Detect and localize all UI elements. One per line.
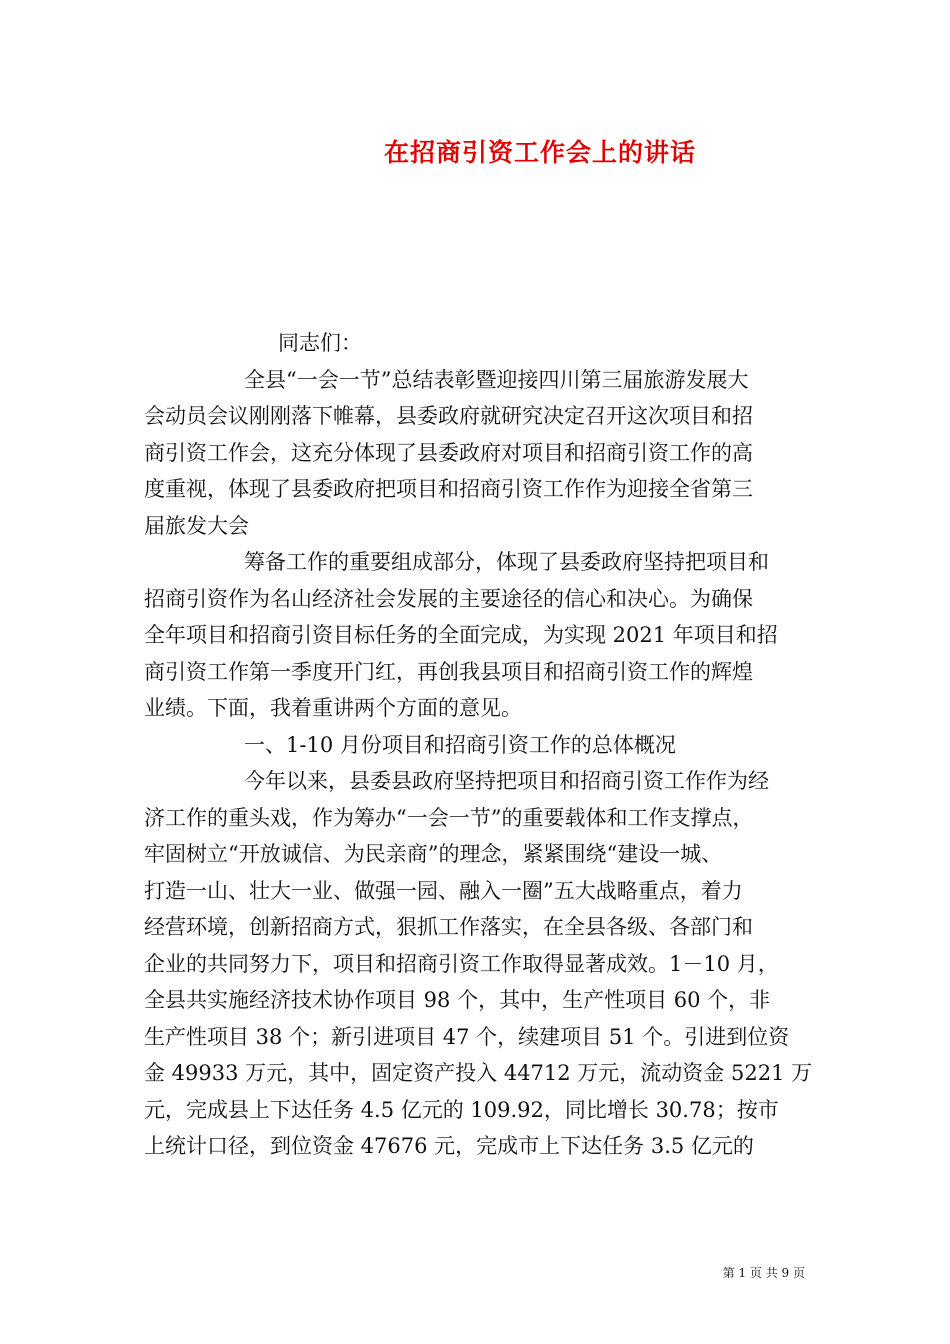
body-line: 招商引资作为名山经济社会发展的主要途径的信心和决心。为确保 (144, 586, 753, 611)
body-line: 筹备工作的重要组成部分，体现了县委政府坚持把项目和 (244, 550, 769, 574)
greeting-block (144, 325, 814, 362)
body-paragraphs (144, 362, 814, 1165)
body-line: 会动员会议刚刚落下帷幕，县委政府就研究决定召开这次项目和招 (144, 404, 753, 428)
body-line: 度重视，体现了县委政府把项目和招商引资工作作为迎接全省第三 (144, 477, 753, 501)
body-line: 元，完成县上下达任务 4.5 亿元的 109.92，同比增长 30.78；按市 (144, 1097, 779, 1122)
body-line: 商引资工作会，这充分体现了县委政府对项目和招商引资工作的高 (144, 440, 753, 465)
body-line: 企业的共同努力下，项目和招商引资工作取得显著成效。1－10 月， (144, 951, 779, 976)
body-line: 全县共实施经济技术协作项目 98 个，其中，生产性项目 60 个，非 (144, 988, 771, 1012)
page-footer: 第 1 页 共 9 页 (722, 1266, 805, 1280)
greeting-line: 同志们： (278, 331, 362, 355)
body-line: 今年以来，县委县政府坚持把项目和招商引资工作作为经 (244, 769, 769, 793)
body-line: 经营环境，创新招商方式，狠抓工作落实，在全县各级、各部门和 (144, 915, 753, 939)
body-line: 上统计口径，到位资金 47676 元，完成市上下达任务 3.5 亿元的 (144, 1134, 754, 1158)
body-line: 届旅发大会 (144, 513, 249, 538)
body-line: 打造一山、壮大一业、做强一园、融入一圈”五大战略重点，着力 (144, 878, 743, 903)
body-line: 业绩。下面，我着重讲两个方面的意见。 (144, 696, 522, 720)
page-title: 在招商引资工作会上的讲话 (383, 138, 696, 167)
body-line: 济工作的重头戏，作为筹办“一会一节”的重要载体和工作支撑点， (144, 805, 754, 830)
body-line: 商引资工作第一季度开门红，再创我县项目和招商引资工作的辉煌 (144, 659, 753, 684)
body-line: 生产性项目 38 个；新引进项目 47 个，续建项目 51 个。引进到位资 (144, 1024, 790, 1049)
body-line: 一、1-10 月份项目和招商引资工作的总体概况 (244, 732, 676, 757)
body-line: 全县“一会一节”总结表彰暨迎接四川第三届旅游发展大 (244, 367, 749, 392)
body-line: 全年项目和招商引资目标任务的全面完成，为实现 2021 年项目和招 (144, 623, 778, 647)
body-line: 牢固树立“开放诚信、为民亲商”的理念，紧紧围绕“建设一城、 (144, 842, 723, 866)
body-line: 金 49933 万元，其中，固定资产投入 44712 万元，流动资金 5221 万 (144, 1061, 813, 1085)
